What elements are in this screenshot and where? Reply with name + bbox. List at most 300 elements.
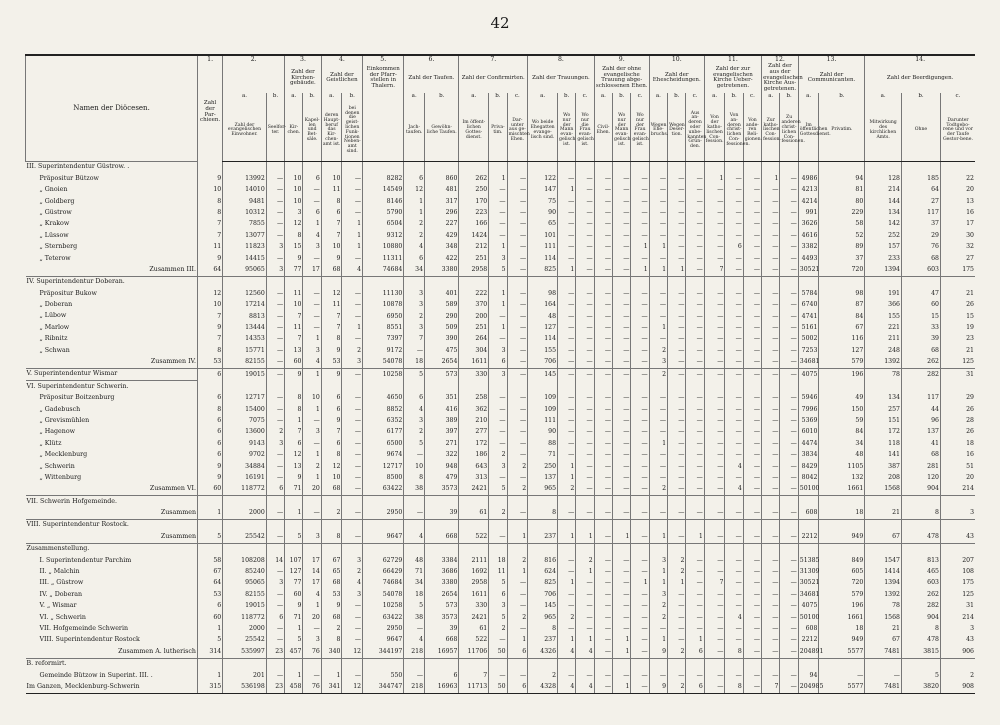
table-row (26, 196, 976, 207)
data-cell: — (780, 322, 798, 333)
data-cell: 3384 (425, 555, 459, 566)
data-cell (743, 543, 761, 555)
data-cell: — (704, 450, 725, 461)
data-cell: 5 (901, 670, 940, 681)
data-cell: — (762, 601, 780, 612)
data-cell: — (507, 253, 528, 264)
data-cell: — (613, 264, 631, 276)
data-cell: — (594, 635, 612, 646)
data-cell (303, 276, 321, 288)
data-cell (725, 658, 743, 670)
data-cell: — (342, 484, 363, 496)
data-cell: 904 (901, 612, 940, 623)
data-cell (404, 519, 425, 531)
data-cell: — (686, 185, 704, 196)
data-cell: — (303, 185, 321, 196)
data-cell: 9 (649, 646, 667, 658)
sub-description (363, 101, 404, 162)
data-cell (704, 496, 725, 508)
data-cell: 605 (819, 567, 865, 578)
data-cell: 196 (819, 368, 865, 380)
data-cell: 8 (901, 508, 940, 520)
data-cell: 13992 (223, 173, 267, 184)
data-cell: 6 (198, 393, 223, 404)
data-cell: — (631, 670, 649, 681)
data-cell: — (631, 531, 649, 543)
data-cell: — (686, 242, 704, 253)
data-cell: — (762, 288, 780, 299)
data-cell: 10 (321, 242, 342, 253)
data-cell: — (342, 393, 363, 404)
data-cell: — (668, 173, 686, 184)
data-cell (285, 658, 303, 670)
data-cell: 2 (489, 450, 507, 461)
data-cell: — (576, 185, 594, 196)
data-cell: 1392 (865, 356, 902, 368)
data-cell (223, 381, 267, 393)
data-cell: 7 (198, 311, 223, 322)
data-cell: — (780, 253, 798, 264)
data-cell: — (558, 404, 576, 415)
data-cell: 84 (819, 311, 865, 322)
data-cell: 147 (528, 185, 558, 196)
data-cell: 3 (303, 345, 321, 356)
data-cell: 5 (198, 531, 223, 543)
data-cell: — (266, 393, 284, 404)
data-cell: 4474 (798, 438, 819, 449)
data-cell: — (594, 242, 612, 253)
data-cell: 8 (404, 472, 425, 483)
data-cell: 457 (285, 646, 303, 658)
data-cell: 8429 (798, 461, 819, 472)
data-cell: 10880 (363, 242, 404, 253)
data-cell: 5 (489, 612, 507, 623)
data-cell: — (558, 356, 576, 368)
data-cell: 11311 (363, 253, 404, 264)
data-cell: 211 (865, 334, 902, 345)
data-cell: 397 (425, 427, 459, 438)
data-cell: — (507, 196, 528, 207)
group-header: Zahl der Ehescheidungen. (649, 64, 704, 93)
data-cell: — (594, 219, 612, 230)
data-cell: — (507, 578, 528, 589)
table-row (26, 219, 976, 230)
row-name: Präpositur Bukow (39, 289, 97, 297)
data-cell: 643 (459, 461, 489, 472)
data-cell: — (743, 368, 761, 380)
sub-description: Aus an-deren oder unbe-kannten Grün-den. (686, 101, 704, 162)
data-cell: 1 (342, 230, 363, 241)
data-cell: 227 (425, 219, 459, 230)
data-cell: — (507, 472, 528, 483)
sub-description: Priva-tim. (489, 101, 507, 162)
data-cell: — (743, 322, 761, 333)
data-cell: — (266, 670, 284, 681)
data-cell: — (704, 681, 725, 693)
data-cell: 7996 (798, 404, 819, 415)
data-cell: 109 (528, 393, 558, 404)
data-cell: — (576, 196, 594, 207)
data-cell: — (613, 555, 631, 566)
table-row (26, 438, 976, 449)
data-cell: 348 (425, 242, 459, 253)
data-cell: — (576, 345, 594, 356)
table-row (26, 461, 976, 472)
data-cell: — (594, 356, 612, 368)
data-cell: — (303, 322, 321, 333)
data-cell: 6 (321, 207, 342, 218)
data-cell: 573 (425, 601, 459, 612)
data-cell (223, 543, 267, 555)
data-cell (558, 161, 576, 173)
data-cell: 8282 (363, 173, 404, 184)
data-cell: 8 (528, 508, 558, 520)
data-cell: 1568 (865, 612, 902, 623)
data-cell: — (594, 264, 612, 276)
sub-letter: b. (303, 93, 321, 101)
column-number: 13. (798, 55, 865, 64)
data-cell: — (725, 264, 743, 276)
data-cell: — (558, 173, 576, 184)
data-cell: — (725, 253, 743, 264)
data-cell: — (266, 334, 284, 345)
data-cell: 251 (459, 253, 489, 264)
data-cell: — (342, 508, 363, 520)
table-row (26, 508, 976, 520)
data-cell: 17214 (223, 300, 267, 311)
data-cell: 8042 (798, 472, 819, 483)
data-cell: 60 (198, 612, 223, 623)
data-cell: — (613, 219, 631, 230)
row-name: Im Ganzen, Mecklenburg-Schwerin (26, 681, 198, 693)
data-cell: — (266, 415, 284, 426)
data-cell (668, 381, 686, 393)
group-header: Zahl der aus der evangelischen Kirche Aus-getretenen. (763, 63, 803, 93)
data-cell (321, 519, 342, 531)
data-cell: 1 (303, 601, 321, 612)
data-cell: — (489, 196, 507, 207)
data-cell: 3834 (798, 450, 819, 461)
sub-description: Wo nur der Mann evan-gelisch ist. (613, 101, 631, 162)
table-row (26, 345, 976, 356)
data-cell: 6 (404, 173, 425, 184)
data-cell: 31 (940, 368, 975, 380)
data-cell: 14010 (223, 185, 267, 196)
data-cell: — (762, 230, 780, 241)
table-row (26, 555, 976, 566)
data-cell (901, 519, 940, 531)
data-cell: 465 (901, 567, 940, 578)
data-cell: 3 (940, 623, 975, 634)
data-cell: 7 (321, 427, 342, 438)
data-cell: 49 (819, 393, 865, 404)
data-cell: 1 (489, 300, 507, 311)
data-cell: 4 (558, 646, 576, 658)
data-cell (743, 161, 761, 173)
data-cell: — (576, 207, 594, 218)
data-cell (798, 543, 819, 555)
data-cell: — (594, 484, 612, 496)
data-cell: 262 (901, 589, 940, 600)
table-row (26, 601, 976, 612)
data-cell: — (266, 589, 284, 600)
data-cell: — (342, 531, 363, 543)
data-cell: 12 (198, 288, 223, 299)
data-cell: 2212 (798, 531, 819, 543)
data-cell (819, 519, 865, 531)
data-cell: — (743, 196, 761, 207)
data-cell (594, 276, 612, 288)
data-cell: — (303, 438, 321, 449)
data-cell: 6 (266, 484, 284, 496)
data-cell (489, 161, 507, 173)
data-cell (780, 381, 798, 393)
data-cell: — (631, 300, 649, 311)
data-cell: — (631, 681, 649, 693)
data-cell: — (649, 207, 667, 218)
data-cell: — (649, 623, 667, 634)
data-cell: 6 (507, 646, 528, 658)
data-cell: 1 (631, 242, 649, 253)
data-cell: — (725, 508, 743, 520)
data-cell: — (704, 670, 725, 681)
data-cell: 13 (285, 345, 303, 356)
data-cell: 6 (507, 681, 528, 693)
data-cell (507, 276, 528, 288)
data-cell: 2421 (459, 612, 489, 623)
data-cell: 114 (528, 334, 558, 345)
data-cell: — (558, 288, 576, 299)
data-cell: 14353 (223, 334, 267, 345)
data-cell (198, 543, 223, 555)
data-cell (819, 161, 865, 173)
row-name: V. „ Wismar (39, 602, 77, 610)
data-cell: 7 (285, 311, 303, 322)
data-cell: 9 (198, 253, 223, 264)
data-cell: 218 (404, 681, 425, 693)
data-cell (798, 658, 819, 670)
data-cell (780, 543, 798, 555)
data-cell: 4 (303, 589, 321, 600)
data-cell: — (576, 461, 594, 472)
data-cell: 28 (940, 415, 975, 426)
data-cell: — (576, 242, 594, 253)
data-cell (901, 276, 940, 288)
data-cell: — (507, 242, 528, 253)
data-cell: — (507, 404, 528, 415)
data-cell: 18 (404, 356, 425, 368)
data-cell: — (303, 311, 321, 322)
data-cell: 2 (558, 612, 576, 623)
data-cell: 29 (901, 230, 940, 241)
data-cell (649, 496, 667, 508)
data-cell: 94 (819, 173, 865, 184)
data-cell: — (631, 368, 649, 380)
data-cell: 12560 (223, 288, 267, 299)
data-cell: — (613, 589, 631, 600)
data-cell: 21 (865, 623, 902, 634)
data-cell: 53 (321, 356, 342, 368)
table-row (26, 519, 976, 531)
row-name: VI. „ Schwerin (39, 613, 86, 621)
data-cell: — (704, 288, 725, 299)
data-cell: 18 (404, 589, 425, 600)
data-cell: — (613, 404, 631, 415)
data-cell: — (668, 242, 686, 253)
data-cell: 60 (198, 484, 223, 496)
data-cell: 825 (528, 578, 558, 589)
data-cell (686, 658, 704, 670)
data-cell: 23 (266, 646, 284, 658)
data-cell: — (558, 322, 576, 333)
data-cell: — (558, 450, 576, 461)
data-cell: — (686, 623, 704, 634)
data-cell: 3 (303, 635, 321, 646)
data-cell (940, 161, 975, 173)
data-cell: 720 (819, 264, 865, 276)
data-cell: 3 (342, 356, 363, 368)
row-name: „ Lüssow (39, 231, 69, 239)
row-name: „ Grevismühlen (39, 416, 90, 424)
data-cell: — (303, 196, 321, 207)
data-cell: 2 (404, 311, 425, 322)
data-cell (303, 543, 321, 555)
data-cell: 6 (198, 438, 223, 449)
sub-letter (363, 93, 404, 101)
data-cell: — (613, 567, 631, 578)
data-cell: — (704, 404, 725, 415)
data-cell (668, 658, 686, 670)
data-cell (321, 381, 342, 393)
data-cell: — (668, 368, 686, 380)
data-cell: 9647 (363, 635, 404, 646)
data-cell: — (780, 508, 798, 520)
data-cell: 229 (819, 207, 865, 218)
sub-letter: b. (725, 93, 743, 101)
data-cell: — (743, 681, 761, 693)
data-cell: — (762, 427, 780, 438)
group-header: Zahl der ohne evangelische Trauung abge-schlossenen Ehen. (594, 64, 649, 93)
data-cell: 6010 (798, 427, 819, 438)
table-row (26, 322, 976, 333)
data-cell: 3 (266, 264, 284, 276)
data-cell: — (725, 207, 743, 218)
data-cell: — (613, 484, 631, 496)
data-cell: 1 (285, 508, 303, 520)
row-name: Zusammen VI. (26, 484, 198, 496)
data-cell: 62729 (363, 555, 404, 566)
data-cell: — (631, 230, 649, 241)
data-cell: 317 (425, 196, 459, 207)
data-cell (594, 496, 612, 508)
data-cell: 172 (865, 427, 902, 438)
table-row (26, 543, 976, 555)
data-cell: 25542 (223, 531, 267, 543)
data-cell: — (743, 578, 761, 589)
data-cell (668, 543, 686, 555)
data-cell (223, 276, 267, 288)
data-cell: 3 (404, 322, 425, 333)
data-cell: 7 (198, 219, 223, 230)
data-cell: — (819, 670, 865, 681)
data-cell: — (266, 322, 284, 333)
table-row (26, 415, 976, 426)
data-cell (594, 658, 612, 670)
data-cell (901, 381, 940, 393)
data-cell: — (704, 196, 725, 207)
data-cell (321, 161, 342, 173)
data-cell: — (762, 415, 780, 426)
data-cell (686, 543, 704, 555)
sub-description: Gewöhn-liche Taufen. (425, 101, 459, 162)
data-cell: — (613, 415, 631, 426)
data-cell (686, 161, 704, 173)
data-cell: 313 (459, 472, 489, 483)
data-cell (266, 161, 284, 173)
data-cell: — (686, 427, 704, 438)
data-cell (762, 381, 780, 393)
group-header: Zahl der Beerdigungen. (865, 64, 975, 93)
data-cell: — (342, 300, 363, 311)
data-cell: — (489, 311, 507, 322)
sub-letter: a. (223, 93, 267, 101)
data-cell: — (780, 461, 798, 472)
data-cell: — (704, 368, 725, 380)
data-cell: 5 (489, 484, 507, 496)
data-cell (819, 543, 865, 555)
data-cell: 6 (198, 368, 223, 380)
data-cell: 107 (285, 555, 303, 566)
data-cell: — (576, 612, 594, 623)
data-cell: 78 (865, 601, 902, 612)
data-cell: 3 (489, 601, 507, 612)
data-cell: 813 (901, 555, 940, 566)
data-cell: 59 (819, 415, 865, 426)
data-cell: — (613, 322, 631, 333)
data-cell: — (631, 438, 649, 449)
data-cell: — (649, 196, 667, 207)
row-name: III. Superintendentur Güstrow. . (26, 161, 198, 173)
data-cell: 68 (321, 612, 342, 623)
data-cell: — (780, 450, 798, 461)
data-cell: — (507, 601, 528, 612)
data-cell: 965 (528, 612, 558, 623)
data-cell: — (631, 185, 649, 196)
data-cell: — (725, 393, 743, 404)
data-cell: — (762, 311, 780, 322)
data-cell: 6504 (363, 219, 404, 230)
data-cell: 48 (528, 311, 558, 322)
sub-description: Wegen Ehe-bruchs. (649, 101, 667, 162)
data-cell: 1 (303, 472, 321, 483)
data-cell: — (266, 300, 284, 311)
data-cell: — (743, 207, 761, 218)
data-cell: 12 (342, 681, 363, 693)
data-cell: 53 (198, 589, 223, 600)
page-number: 42 (490, 14, 510, 32)
data-cell: — (649, 427, 667, 438)
data-cell (725, 543, 743, 555)
data-cell: — (613, 623, 631, 634)
data-cell: — (342, 207, 363, 218)
table-row (26, 670, 976, 681)
data-cell: — (725, 635, 743, 646)
data-cell: — (725, 601, 743, 612)
column-number: 11. (704, 55, 761, 64)
data-cell: — (613, 438, 631, 449)
sub-letter: a. (762, 93, 780, 101)
data-cell: — (342, 635, 363, 646)
